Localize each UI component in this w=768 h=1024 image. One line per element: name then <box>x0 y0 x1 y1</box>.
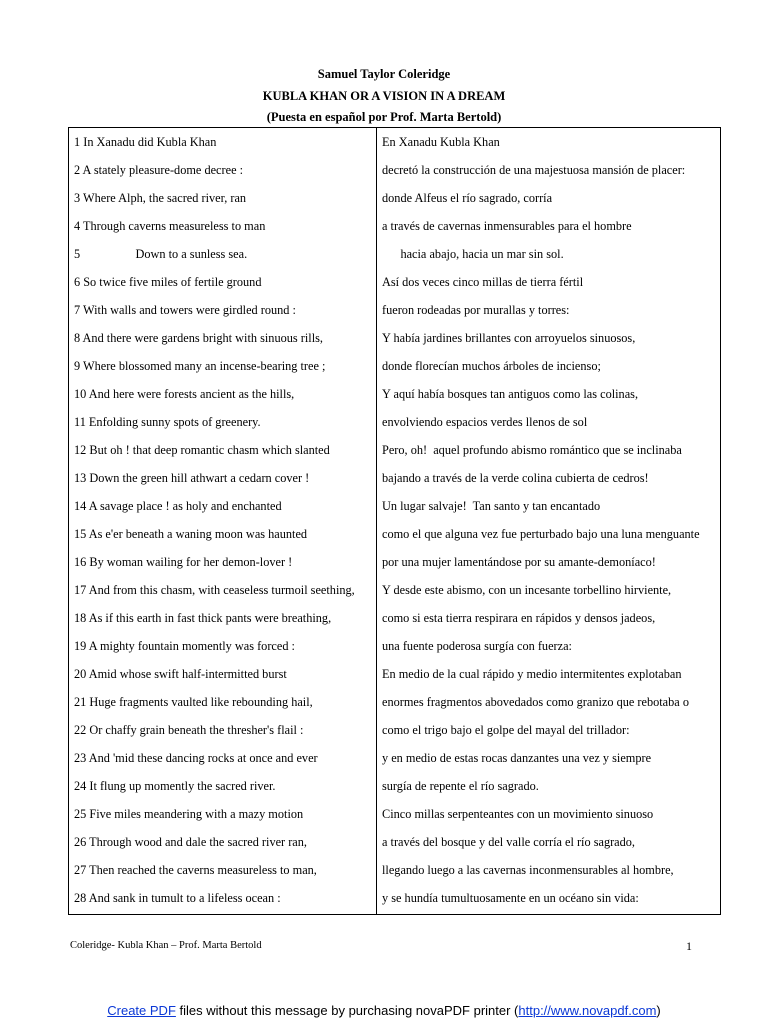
english-line: 13 Down the green hill athwart a cedarn cover ! <box>74 471 310 485</box>
spanish-line: y en medio de estas rocas danzantes una vez y siempre <box>382 751 652 765</box>
english-line: 25 Five miles meandering with a mazy motion <box>74 807 304 821</box>
english-line: 23 And 'mid these dancing rocks at once and ever <box>74 751 318 765</box>
english-line: 5 Down to a sunless sea. <box>74 247 248 261</box>
poem-row <box>69 526 720 542</box>
poem-row <box>69 498 720 514</box>
poem-row <box>69 358 720 374</box>
spanish-line: Y había jardines brillantes con arroyuelos sinuosos, <box>382 331 636 345</box>
spanish-line: como el que alguna vez fue perturbado bajo una luna menguante <box>382 527 700 541</box>
poem-row <box>69 890 720 906</box>
spanish-line: por una mujer lamentándose por su amante-demoníaco! <box>382 555 656 569</box>
english-line: 15 As e'er beneath a waning moon was haunted <box>74 527 308 541</box>
poem-row <box>69 414 720 430</box>
english-line: 2 A stately pleasure-dome decree : <box>74 163 244 177</box>
english-line: 26 Through wood and dale the sacred river ran, <box>74 835 307 849</box>
spanish-line: surgía de repente el río sagrado. <box>382 779 539 793</box>
english-line: 17 And from this chasm, with ceaseless turmoil seething, <box>74 583 355 597</box>
poem-row <box>69 470 720 486</box>
spanish-line: donde florecían muchos árboles de incienso; <box>382 359 601 373</box>
poem-title: KUBLA KHAN OR A VISION IN A DREAM <box>262 89 506 103</box>
banner-text: files without this message by purchasing novaPDF printer ( <box>175 1003 519 1018</box>
poem-row <box>69 330 720 346</box>
create-pdf-link[interactable]: Create PDF <box>107 1003 176 1018</box>
spanish-line: a través de cavernas inmensurables para el hombre <box>382 219 632 233</box>
english-line: 16 By woman wailing for her demon-lover ! <box>74 555 293 569</box>
english-line: 27 Then reached the caverns measureless to man, <box>74 863 317 877</box>
spanish-line: como el trigo bajo el golpe del mayal del trillador: <box>382 723 630 737</box>
spanish-line: llegando luego a las cavernas inconmensurables al hombre, <box>382 863 674 877</box>
translation-credit: (Puesta en español por Prof. Marta Bertold) <box>266 110 502 124</box>
spanish-line: enormes fragmentos abovedados como granizo que rebotaba o <box>382 695 689 709</box>
poem-row <box>69 750 720 766</box>
spanish-line: decretó la construcción de una majestuosa mansión de placer: <box>382 163 686 177</box>
english-line: 9 Where blossomed many an incense-bearing tree ; <box>74 359 326 373</box>
poem-row <box>69 554 720 570</box>
english-line: 28 And sank in tumult to a lifeless ocean : <box>74 891 281 905</box>
english-line: 10 And here were forests ancient as the hills, <box>74 387 295 401</box>
page-number: 1 <box>686 939 692 953</box>
spanish-line: fueron rodeadas por murallas y torres: <box>382 303 570 317</box>
english-line: 6 So twice five miles of fertile ground <box>74 275 262 289</box>
poem-row <box>69 722 720 738</box>
english-line: 21 Huge fragments vaulted like rebounding hail, <box>74 695 313 709</box>
poem-row <box>69 694 720 710</box>
poem-row <box>69 246 720 262</box>
poem-row <box>69 610 720 626</box>
banner-close-paren: ) <box>656 1003 661 1018</box>
spanish-line: En Xanadu Kubla Khan <box>382 135 500 149</box>
poem-table <box>68 127 721 915</box>
spanish-line: como si esta tierra respirara en rápidos y densos jadeos, <box>382 611 656 625</box>
spanish-line: Así dos veces cinco millas de tierra fértil <box>382 275 584 289</box>
novapdf-banner <box>0 1003 768 1019</box>
spanish-line: y se hundía tumultuosamente en un océano sin vida: <box>382 891 639 905</box>
poem-row <box>69 638 720 654</box>
english-line: 3 Where Alph, the sacred river, ran <box>74 191 247 205</box>
english-line: 11 Enfolding sunny spots of greenery. <box>74 415 261 429</box>
english-line: 18 As if this earth in fast thick pants were breathing, <box>74 611 332 625</box>
spanish-line: una fuente poderosa surgía con fuerza: <box>382 639 572 653</box>
spanish-line: Y aquí había bosques tan antiguos como las colinas, <box>382 387 639 401</box>
spanish-line: bajando a través de la verde colina cubierta de cedros! <box>382 471 649 485</box>
poem-row <box>69 442 720 458</box>
english-line: 7 With walls and towers were girdled round : <box>74 303 296 317</box>
english-line: 24 It flung up momently the sacred river. <box>74 779 276 793</box>
english-line: 14 A savage place ! as holy and enchanted <box>74 499 282 513</box>
poem-row <box>69 218 720 234</box>
spanish-line: donde Alfeus el río sagrado, corría <box>382 191 553 205</box>
poem-row <box>69 162 720 178</box>
poem-row <box>69 190 720 206</box>
english-line: 20 Amid whose swift half-intermitted burst <box>74 667 287 681</box>
poem-row <box>69 862 720 878</box>
spanish-line: envolviendo espacios verdes llenos de sol <box>382 415 588 429</box>
poem-row <box>69 834 720 850</box>
english-line: 12 But oh ! that deep romantic chasm which slanted <box>74 443 330 457</box>
author-heading: Samuel Taylor Coleridge <box>317 67 451 81</box>
english-line: 1 In Xanadu did Kubla Khan <box>74 135 217 149</box>
poem-row <box>69 778 720 794</box>
spanish-line: En medio de la cual rápido y medio intermitentes explotaban <box>382 667 682 681</box>
footer-text: Coleridge- Kubla Khan – Prof. Marta Bertold <box>70 940 262 951</box>
poem-row <box>69 582 720 598</box>
poem-row <box>69 134 720 150</box>
english-line: 8 And there were gardens bright with sinuous rills, <box>74 331 323 345</box>
poem-row <box>69 274 720 290</box>
poem-row <box>69 302 720 318</box>
poem-row <box>69 666 720 682</box>
poem-row <box>69 806 720 822</box>
spanish-line: Un lugar salvaje! Tan santo y tan encantado <box>382 499 601 513</box>
english-line: 19 A mighty fountain momently was forced : <box>74 639 295 653</box>
spanish-line: Cinco millas serpenteantes con un movimiento sinuoso <box>382 807 654 821</box>
spanish-line: hacia abajo, hacia un mar sin sol. <box>382 247 564 261</box>
spanish-line: Pero, oh! aquel profundo abismo romántico que se inclinaba <box>382 443 682 457</box>
spanish-line: a través del bosque y del valle corría el río sagrado, <box>382 835 636 849</box>
spanish-line: Y desde este abismo, con un incesante torbellino hirviente, <box>382 583 672 597</box>
english-line: 22 Or chaffy grain beneath the thresher's flail : <box>74 723 304 737</box>
poem-row <box>69 386 720 402</box>
novapdf-url-link[interactable]: http://www.novapdf.com <box>518 1003 657 1018</box>
english-line: 4 Through caverns measureless to man <box>74 219 266 233</box>
